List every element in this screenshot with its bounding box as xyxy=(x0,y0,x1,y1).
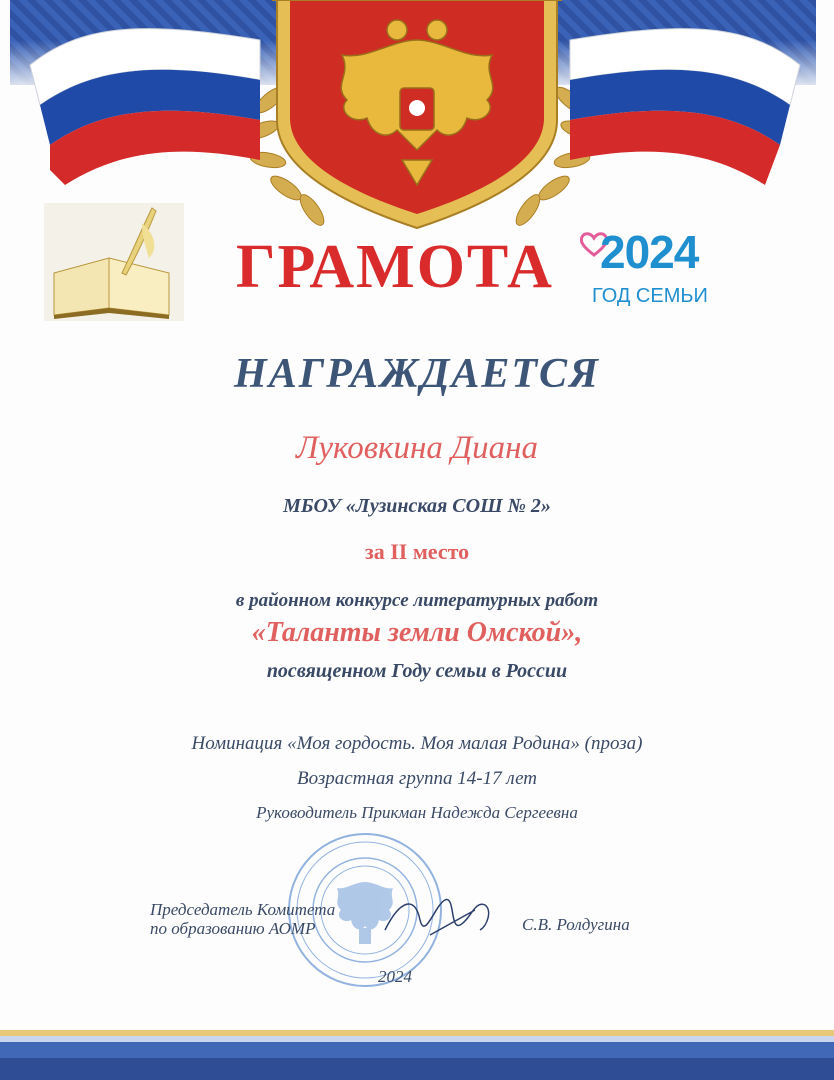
russian-flag-ribbon-right xyxy=(560,10,810,190)
russian-flag-ribbon-left xyxy=(20,10,270,190)
nomination-line: Номинация «Моя гордость. Моя малая Родина» (проза) xyxy=(191,733,643,754)
contest-name: «Таланты земли Омской», xyxy=(251,617,583,648)
signature-position-line1: Председатель Комитета xyxy=(150,900,336,919)
year-badge-subtitle: ГОД СЕМЬИ xyxy=(592,285,708,307)
certificate-title: ГРАМОТА xyxy=(236,233,554,301)
signature-scribble xyxy=(380,880,500,950)
contest-description: в районном конкурсе литературных работ xyxy=(235,590,599,611)
awarded-heading: НАГРАЖДАЕТСЯ xyxy=(234,351,600,397)
leader-line: Руководитель Прикман Надежда Сергеевна xyxy=(256,803,578,822)
place-award: за II место xyxy=(364,539,470,564)
recipient-name: Луковкина Диана xyxy=(296,430,538,466)
age-group-line: Возрастная группа 14-17 лет xyxy=(296,768,537,789)
bottom-ornament-band xyxy=(0,1030,834,1080)
signature-position-line2: по образованию АОМР xyxy=(150,919,316,938)
coat-of-arms-emblem xyxy=(272,0,562,230)
book-quill-icon xyxy=(44,203,184,321)
dedication-line: посвященном Году семьи в России xyxy=(266,660,568,682)
year-badge-number: 2024 xyxy=(600,226,699,278)
signer-name: С.В. Ролдугина xyxy=(522,915,630,934)
school-name: МБОУ «Лузинская СОШ № 2» xyxy=(283,495,551,517)
signature-year: 2024 xyxy=(378,967,412,986)
